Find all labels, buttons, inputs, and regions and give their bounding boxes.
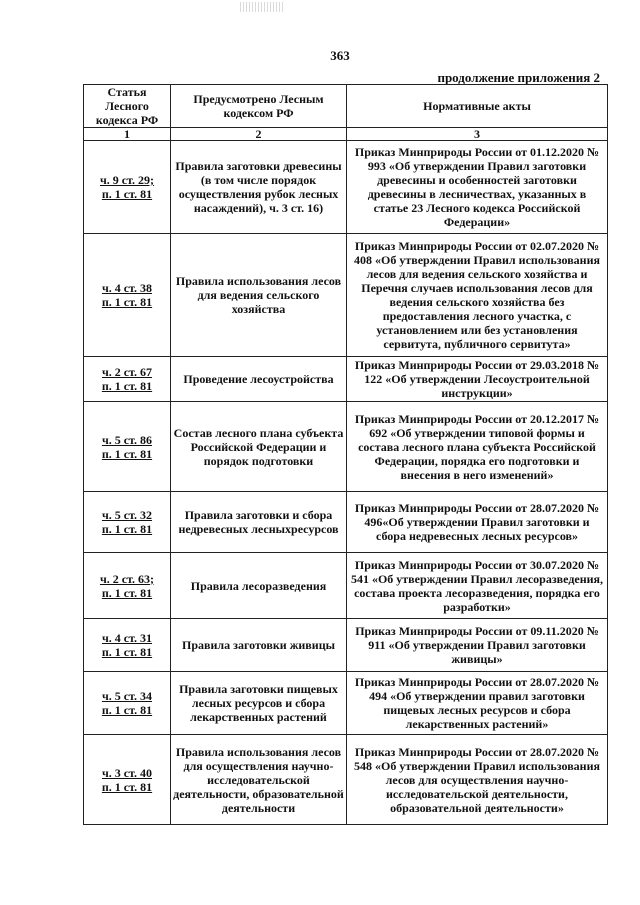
act-cell: Приказ Минприроды России от 28.07.2020 № 494 «Об утверждении правил заготовки пищевых лесных ресурсов и сбора лекарственных растений» [347, 672, 608, 735]
act-cell: Приказ Минприроды России от 29.03.2018 № 122 «Об утверждении Лесоустроительной инструкции» [347, 357, 608, 402]
article-ref: п. 1 ст. 81 [101, 585, 153, 600]
continuation-label: продолжение приложения 2 [437, 70, 600, 85]
act-cell: Приказ Минприроды России от 28.07.2020 № 548 «Об утверждении Правил использования лесов для осуществления научно-исследовательской деятельности, образовательной деятельности» [347, 735, 608, 825]
article-ref: п. 1 ст. 81 [101, 645, 153, 659]
normative-acts-table [83, 84, 608, 825]
article-cell [84, 735, 171, 825]
provision-cell: Правила использования лесов для осуществления научно-исследовательской деятельности, образовательной деятельности [171, 735, 347, 825]
header-acts: Нормативные акты [347, 85, 608, 128]
provision-cell: Проведение лесоустройства [171, 357, 347, 402]
table-row [84, 619, 608, 672]
article-ref: п. 1 ст. 81 [101, 379, 153, 393]
header-provision: Предусмотрено Лесным кодексом РФ [171, 85, 347, 128]
table-row [84, 553, 608, 619]
article-ref: ч. 5 ст. 86 [101, 432, 153, 447]
article-cell [84, 492, 171, 553]
page-number: 363 [330, 48, 350, 63]
article-ref: ч. 4 ст. 31 [101, 631, 153, 645]
table-row [84, 141, 608, 234]
article-cell [84, 672, 171, 735]
scan-artifact [240, 2, 284, 12]
provision-cell: Правила заготовки живицы [171, 619, 347, 672]
article-ref: ч. 5 ст. 34 [101, 689, 153, 703]
table-row [84, 402, 608, 492]
column-number: 2 [171, 128, 347, 141]
article-ref: п. 1 ст. 81 [101, 295, 153, 309]
article-ref: ч. 9 ст. 29; [99, 173, 155, 187]
article-ref: п. 1 ст. 81 [101, 446, 153, 461]
article-ref: ч. 2 ст. 67 [101, 365, 153, 379]
article-cell [84, 553, 171, 619]
header-article: Статья Лесного кодекса РФ [84, 85, 171, 128]
table-row [84, 234, 608, 357]
column-number: 1 [84, 128, 171, 141]
article-ref: п. 1 ст. 81 [101, 703, 153, 717]
table-row [84, 672, 608, 735]
article-cell [84, 357, 171, 402]
article-ref: ч. 5 ст. 32 [101, 508, 153, 522]
article-cell [84, 141, 171, 234]
article-cell [84, 234, 171, 357]
article-cell [84, 402, 171, 492]
act-cell: Приказ Минприроды России от 30.07.2020 № 541 «Об утверждении Правил лесоразведения, состава проекта лесоразведения, порядка его разработки» [347, 553, 608, 619]
act-cell: Приказ Минприроды России от 02.07.2020 № 408 «Об утверждении Правил использования лесов для ведения сельского хозяйства и Перечня случаев использования лесов для ведения сельского хозяйства без предоставления лесного участка, с установлением или без установления сервитута, публичного сервитута» [347, 234, 608, 357]
act-cell: Приказ Минприроды России от 01.12.2020 № 993 «Об утверждении Правил заготовки древесины и особенностей заготовки древесины в лесничествах, указанных в статье 23 Лесного кодекса Российской Федерации» [347, 141, 608, 234]
article-ref: п. 1 ст. 81 [101, 187, 153, 201]
provision-cell: Правила лесоразведения [171, 553, 347, 619]
article-ref: ч. 2 ст. 63; [99, 571, 155, 586]
provision-cell: Правила заготовки древесины (в том числе порядок осуществления рубок лесных насаждений), ч. 3 ст. 16) [171, 141, 347, 234]
provision-cell: Правила использования лесов для ведения сельского хозяйства [171, 234, 347, 357]
table-row [84, 735, 608, 825]
article-ref: п. 1 ст. 81 [101, 779, 153, 794]
act-cell: Приказ Минприроды России от 20.12.2017 № 692 «Об утверждении типовой формы и состава лесного плана субъекта Российской Федерации, порядка его подготовки и внесения в него изменений» [347, 402, 608, 492]
provision-cell: Правила заготовки пищевых лесных ресурсов и сбора лекарственных растений [171, 672, 347, 735]
table-row [84, 357, 608, 402]
table-row [84, 492, 608, 553]
provision-cell: Правила заготовки и сбора недревесных лесныхресурсов [171, 492, 347, 553]
column-number-row [84, 128, 608, 141]
article-ref: п. 1 ст. 81 [101, 522, 153, 536]
article-ref: ч. 4 ст. 38 [101, 281, 153, 295]
article-ref: ч. 3 ст. 40 [101, 765, 153, 780]
provision-cell: Состав лесного плана субъекта Российской Федерации и порядок подготовки [171, 402, 347, 492]
column-number: 3 [347, 128, 608, 141]
table-header-row [84, 85, 608, 128]
act-cell: Приказ Минприроды России от 09.11.2020 № 911 «Об утверждении Правил заготовки живицы» [347, 619, 608, 672]
article-cell [84, 619, 171, 672]
act-cell: Приказ Минприроды России от 28.07.2020 № 496«Об утверждении Правил заготовки и сбора недревесных лесных ресурсов» [347, 492, 608, 553]
